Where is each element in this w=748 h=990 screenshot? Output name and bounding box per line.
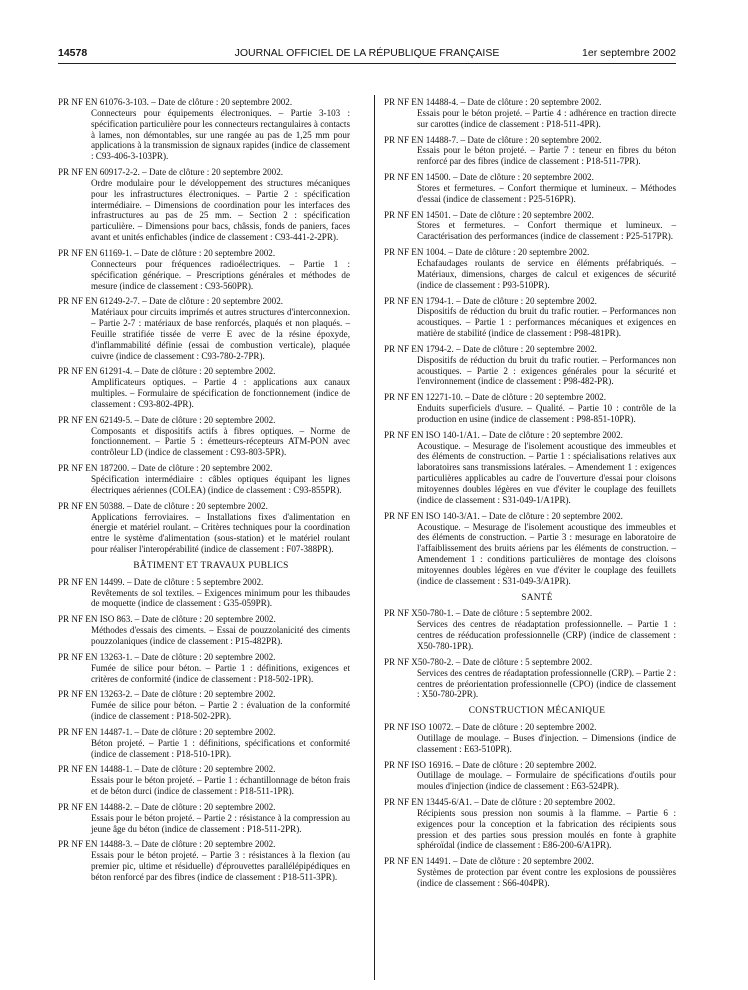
journal-title: JOURNAL OFFICIEL DE LA RÉPUBLIQUE FRANÇAISE xyxy=(234,47,500,59)
standard-reference: PR NF EN 61291-4. – Date de clôture : 20 septembre 2002. xyxy=(58,366,276,377)
standard-reference: PR NF EN 14500. – Date de clôture : 20 septembre 2002. xyxy=(384,172,594,183)
standard-entry xyxy=(58,764,350,797)
section-title-construction-mecanique: CONSTRUCTION MÉCANIQUE xyxy=(468,706,606,717)
standard-description: Matériaux pour circuits imprimés et autres structures d'interconnexion. – Partie 2-7 : matériaux de base renforcés, plaqués et non plaqués. – Feuille stratifiée tissée de verre E avec de la résine époxyde, d'inflammabilité définie (essai de combustion verticale), plaquée cuivre (indice de classement : C93-780-2-7PR). xyxy=(91,307,350,361)
standard-description: Connecteurs pour équipements électroniques. – Partie 3-103 : spécification particulière pour les connecteurs rectangulaires à contacts à lames, non démontables, sur une rangée au pas de 1,25 mm pour applications à la transmission de signaux rapides (indice de classement : C93-406-3-103PR). xyxy=(91,107,350,162)
right-entries-batiment xyxy=(384,97,676,587)
standard-entry xyxy=(384,856,676,889)
standard-reference: PR NF EN 14488-3. – Date de clôture : 20 septembre 2002. xyxy=(58,839,276,850)
standard-entry xyxy=(384,430,676,506)
standard-reference: PR NF EN 13263-1. – Date de clôture : 20 septembre 2002. xyxy=(58,651,276,662)
standard-description: Ordre modulaire pour le développement des structures mécaniques pour les infrastructures électroniques. – Partie 2 : spécification intermédiaire. – Dimensions de coordination pour les interfaces des infrastructures au pas de 25 mm. – Section 2 : spécification particulière. – Dimensions pour bacs, châssis, fonds de paniers, faces avant et unités enfichables (indice de classement : C93-441-2-2PR). xyxy=(91,177,350,243)
standard-description: Essais pour le béton projeté. – Partie 4 : adhérence en traction directe sur carottes (indice de classement : P18-511-4PR). xyxy=(417,107,676,129)
standard-entry xyxy=(58,97,350,162)
standard-description: Applications ferroviaires. – Installations fixes d'alimentation en énergie et matériel roulant. – Critères techniques pour la coordination entre le système d'alimentation (sous-station) et le matériel roulant pour réaliser l'interopérabilité (indice de classement : F07-388PR). xyxy=(91,511,350,555)
standard-entry xyxy=(384,247,676,290)
right-column xyxy=(384,97,676,894)
standard-reference: PR NF EN 14488-2. – Date de clôture : 20 septembre 2002. xyxy=(58,801,276,812)
standard-description: Composants et dispositifs actifs à fibres optiques. – Norme de fonctionnement. – Partie 5 : émetteurs-récepteurs ATM-PON avec contrôleur LD (indice de classement : C93-803-5PR). xyxy=(91,425,350,458)
standard-reference: PR NF X50-780-2. – Date de clôture : 5 septembre 2002. xyxy=(384,656,593,667)
standard-entry xyxy=(58,415,350,458)
standard-description: Connecteurs pour fréquences radioélectriques. – Partie 1 : spécification générique. – Prescriptions générales et méthodes de mesure (indice de classement : C93-560PR). xyxy=(91,258,350,291)
standard-description: Outillage de moulage. – Buses d'injection. – Dimensions (indice de classement : E63-510PR). xyxy=(417,732,676,754)
standard-description: Essais pour le béton projeté. – Partie 3 : résistances à la flexion (au premier pic, ultime et résiduelle) d'éprouvettes parallélépipédiques en béton renforcé par des fibres (indice de classement : P18-511-3PR). xyxy=(91,850,350,882)
standard-reference: PR NF EN 14491. – Date de clôture : 20 septembre 2002. xyxy=(384,856,594,867)
standard-reference: PR NF EN 61169-1. – Date de clôture : 20 septembre 2002. xyxy=(58,247,276,258)
standard-description: Services des centres de réadaptation professionnelle (CRP). – Partie 2 : centres de préorientation professionnelle (CPO) (indice de classement : X50-780-2PR). xyxy=(417,667,676,700)
standard-reference: PR NF EN 14501. – Date de clôture : 20 septembre 2002. xyxy=(384,209,594,220)
standard-description: Essais pour le béton projeté. – Partie 7 : teneur en fibres du béton renforcé par des fibres (indice de classement : P18-511-7PR). xyxy=(417,145,676,167)
standard-entry xyxy=(384,760,676,793)
standard-reference: PR NF EN 14487-1. – Date de clôture : 20 septembre 2002. xyxy=(58,726,276,737)
standard-reference: PR NF X50-780-1. – Date de clôture : 5 septembre 2002. xyxy=(384,608,593,619)
standard-reference: PR NF EN 13445-6/A1. – Date de clôture : 20 septembre 2002. xyxy=(384,797,616,808)
standard-entry xyxy=(384,296,676,339)
header-rule xyxy=(58,63,676,64)
standard-description: Essais pour le béton projeté. – Partie 2 : résistance à la compression au jeune âge du béton (indice de classement : P18-511-2PR). xyxy=(91,812,350,834)
section-title-batiment: BÂTIMENT ET TRAVAUX PUBLICS xyxy=(133,560,289,571)
standard-description: Essais pour le béton projeté. – Partie 1 : échantillonnage de béton frais et de béton durci (indice de classement : P18-511-1PR). xyxy=(91,775,350,797)
left-entries-electronics xyxy=(58,97,350,555)
right-entries-sante xyxy=(384,608,676,700)
standard-reference: PR NF EN 14488-4. – Date de clôture : 20 septembre 2002. xyxy=(384,97,602,107)
standard-description: Amplificateurs optiques. – Partie 4 : applications aux canaux multiples. – Formulaire de spécification de fonctionnement (indice de classement : C93-802-4PR). xyxy=(91,377,350,409)
standard-entry xyxy=(58,167,350,243)
standard-description: Enduits superficiels d'usure. – Qualité. – Partie 10 : contrôle de la production en usine (indice de classement : P98-851-10PR). xyxy=(417,403,676,424)
standard-reference: PR NF EN 1004. – Date de clôture : 20 septembre 2002. xyxy=(384,247,590,258)
standard-entry xyxy=(58,248,350,291)
standard-description: Echafaudages roulants de service en éléments préfabriqués. – Matériaux, dimensions, charges de calcul et exigences de sécurité (indice de classement : P93-510PR). xyxy=(417,257,676,290)
standard-entry xyxy=(384,97,676,130)
standard-description: Méthodes d'essais des ciments. – Essai de pouzzolanicité des ciments pouzzolaniques (indice de classement : P15-482PR). xyxy=(91,625,350,646)
standard-entry xyxy=(58,296,350,361)
standard-description: Fumée de silice pour béton. – Partie 2 : évaluation de la conformité (indice de classement : P18-502-2PR). xyxy=(91,700,350,722)
standard-description: Acoustique. – Mesurage de l'isolement acoustique des immeubles et des éléments de construction. – Partie 3 : mesurage en laboratoire de l'affaiblissement des bruits aériens par les éléments de construction. – Amendement 1 : conditions particulières de montage des cloisons mitoyennes doubles légères en vue d'éviter le couplage des feuillets (indice de classement : S31-049-3/A1PR). xyxy=(417,521,676,586)
page-number: 14578 xyxy=(58,47,88,59)
standard-reference: PR NF EN 62149-5. – Date de clôture : 20 septembre 2002. xyxy=(58,414,276,425)
standard-description: Acoustique. – Mesurage de l'isolement acoustique des immeubles et des éléments de construction. – Partie 1 : spécialisations relatives aux laboratoires sans transmissions latérales. – Amendement 1 : exigences particulières applicables au cadre de l'ouverture d'essai pour cloisons mitoyennes doubles légères en vue d'éviter le couplage des feuillets (indice de classement : S31-049-1/A1PR). xyxy=(417,440,676,505)
standard-entry xyxy=(384,344,676,387)
page-header xyxy=(58,46,676,60)
standard-entry xyxy=(58,689,350,722)
standard-entry xyxy=(384,722,676,755)
standard-entry xyxy=(58,727,350,760)
standard-reference: PR NF EN ISO 140-1/A1. – Date de clôture : 20 septembre 2002. xyxy=(384,429,623,440)
standard-reference: PR NF EN 14499. – Date de clôture : 5 septembre 2002. xyxy=(58,576,264,587)
standard-entry xyxy=(384,172,676,205)
standard-reference: PR NF EN 1794-2. – Date de clôture : 20 septembre 2002. xyxy=(384,343,597,354)
standard-reference: PR NF EN ISO 140-3/A1. – Date de clôture : 20 septembre 2002. xyxy=(384,510,623,521)
issue-date: 1er septembre 2002 xyxy=(582,47,676,59)
standard-description: Systèmes de protection par évent contre les explosions de poussières (indice de classement : S66-404PR). xyxy=(417,867,676,888)
standard-reference: PR NF EN 14488-1. – Date de clôture : 20 septembre 2002. xyxy=(58,764,276,775)
standard-reference: PR NF EN 50388. – Date de clôture : 20 septembre 2002. xyxy=(58,500,268,511)
standard-reference: PR NF ISO 16916. – Date de clôture : 20 septembre 2002. xyxy=(384,759,597,770)
standard-description: Fumée de silice pour béton. – Partie 1 : définitions, exigences et critères de conformité (indice de classement : P18-502-1PR). xyxy=(91,662,350,684)
right-entries-construction-mecanique xyxy=(384,722,676,889)
standard-reference: PR NF EN 61076-3-103. – Date de clôture : 20 septembre 2002. xyxy=(58,97,293,107)
standard-entry xyxy=(58,839,350,882)
standard-entry xyxy=(58,577,350,610)
standard-description: Services des centres de réadaptation professionnelle. – Partie 1 : centres de rééducation professionnelle (CRP) (indice de classement : X50-780-1PR). xyxy=(417,619,676,651)
standard-reference: PR NF EN ISO 863. – Date de clôture : 20 septembre 2002. xyxy=(58,614,276,625)
standard-description: Récipients sous pression non soumis à la flamme. – Partie 6 : exigences pour la conception et la fabrication des récipients sous pression et des parties sous pression moulés en fonte à graphite sphéroïdal (indice de classement : E86-200-6/A1PR). xyxy=(417,807,676,851)
standard-reference: PR NF EN 187200. – Date de clôture : 20 septembre 2002. xyxy=(58,463,273,474)
standard-description: Revêtements de sol textiles. – Exigences minimum pour les thibaudes de moquette (indice de classement : G35-059PR). xyxy=(91,587,350,609)
standard-description: Stores et fermetures. – Confort thermique et lumineux. – Caractérisation des performances (indice de classement : P25-517PR). xyxy=(417,220,676,242)
standard-entry xyxy=(384,608,676,651)
standard-entry xyxy=(384,210,676,243)
standard-entry xyxy=(58,652,350,685)
left-entries-batiment xyxy=(58,577,350,883)
standard-entry xyxy=(384,135,676,168)
standard-description: Spécification intermédiaire : câbles optiques équipant les lignes électriques aériennes (COLEA) (indice de classement : C93-855PR). xyxy=(91,474,350,495)
standard-entry xyxy=(58,802,350,835)
standard-reference: PR NF ISO 10072. – Date de clôture : 20 septembre 2002. xyxy=(384,722,597,733)
standard-description: Dispositifs de réduction du bruit du trafic routier. – Performances non acoustiques. – Partie 1 : performances mécaniques et exigences en matière de stabilité (indice de classement : P98-481PR). xyxy=(417,306,676,339)
standard-reference: PR NF EN 13263-2. – Date de clôture : 20 septembre 2002. xyxy=(58,689,276,700)
standard-description: Outillage de moulage. – Formulaire de spécifications d'outils pour moules d'injection (indice de classement : E63-524PR). xyxy=(417,770,676,792)
section-title-sante: SANTÉ xyxy=(521,592,553,603)
standard-reference: PR NF EN 61249-2-7. – Date de clôture : 20 septembre 2002. xyxy=(58,296,284,307)
standard-description: Béton projeté. – Partie 1 : définitions, spécifications et conformité (indice de classement : P18-510-1PR). xyxy=(91,737,350,759)
standard-reference: PR NF EN 12271-10. – Date de clôture : 20 septembre 2002. xyxy=(384,392,607,403)
standard-entry xyxy=(384,511,676,587)
standard-entry xyxy=(58,463,350,496)
standard-entry xyxy=(58,366,350,409)
standard-entry xyxy=(58,501,350,555)
standard-reference: PR NF EN 60917-2-2. – Date de clôture : 20 septembre 2002. xyxy=(58,167,284,178)
left-column xyxy=(58,97,350,888)
standard-description: Stores et fermetures. – Confort thermique et lumineux. – Méthodes d'essai (indice de classement : P25-516PR). xyxy=(417,182,676,204)
column-divider xyxy=(374,95,375,980)
standard-entry xyxy=(58,614,350,647)
standard-entry xyxy=(384,797,676,851)
standard-entry xyxy=(384,392,676,425)
standard-description: Dispositifs de réduction du bruit du trafic routier. – Performances non acoustiques. – Partie 2 : exigences générales pour la sécurité et l'environnement (indice de classement : P98-482-PR). xyxy=(417,354,676,387)
standard-reference: PR NF EN 1794-1. – Date de clôture : 20 septembre 2002. xyxy=(384,295,597,306)
standard-entry xyxy=(384,657,676,700)
standard-reference: PR NF EN 14488-7. – Date de clôture : 20 septembre 2002. xyxy=(384,134,602,145)
